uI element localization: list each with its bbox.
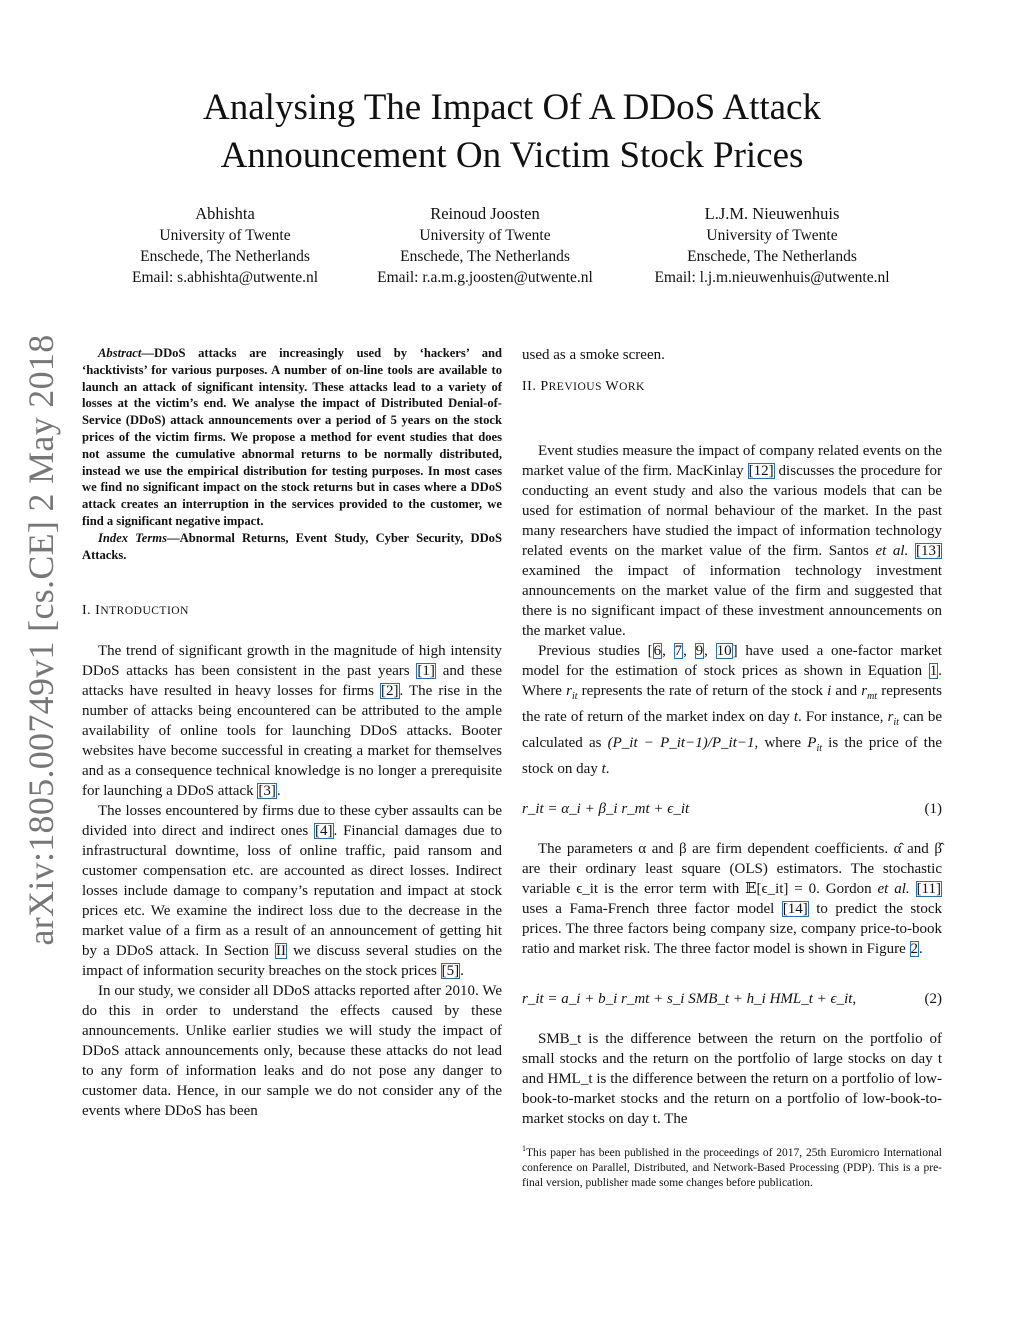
math-subscript: it — [571, 691, 578, 702]
author-block — [340, 203, 630, 288]
math-i: i — [827, 683, 832, 699]
text-run: is the price of the stock on day — [522, 735, 942, 777]
author-name: Abhishta — [195, 204, 255, 223]
math-subscript: mt — [867, 691, 878, 702]
text-run: The trend of significant growth in the magnitude of high intensity DDoS attacks has been consistent in the past years — [82, 643, 502, 680]
text-run: , where — [754, 735, 808, 751]
text-run: The parameters α and β are firm dependent coefficients. α̂ and β̂ are their ordinary least square (OLS) estimators. The stochastic variable ϵ_it is the error term with 𝔼[ϵ_it] = 0. Gordon — [522, 841, 942, 897]
arxiv-identifier: arXiv:1805.00749v1 [cs.CE] 2 May 2018 — [21, 334, 61, 946]
author-email[interactable]: Email: r.a.m.g.joosten@utwente.nl — [377, 269, 593, 286]
text-run: The losses encountered by firms due to these cyber assaults can be divided into direct and indirect ones — [82, 803, 502, 840]
intro-paragraph-1 — [82, 641, 502, 801]
citation-link[interactable]: [3] — [258, 783, 276, 800]
text-run: . — [276, 783, 281, 800]
author-location: Enschede, The Netherlands — [687, 248, 857, 265]
author-block — [627, 203, 917, 288]
math-r-it: r — [887, 709, 894, 725]
section-heading-previous-work — [522, 377, 942, 397]
continued-text: used as a smoke screen. — [522, 347, 665, 363]
section-title-first: P — [540, 379, 549, 394]
section-number: II. — [522, 379, 541, 394]
citation-link[interactable]: 7 — [674, 643, 683, 659]
section-title-rest: ORK — [619, 381, 645, 393]
abstract-text: —DDoS attacks are increasingly used by ‘hackers’ and ‘hacktivists’ for various purposes. A number of on-line tools are available to launch an attack of significant intensity. These attacks lead to a variety of losses at the victim’s end. We analyse the impact of Distributed Denial-of-Service (DDoS) attack announcements over a period of 5 years on the stock prices of the victim firms. We propose a method for event studies that does not assume the cumulative abnormal returns to be normally distributed, instead we use the empirical distribution for testing purposes. In most cases we find no significant impact on the stock returns but in cases where a DDoS attack creates an interruption in the services provided to the customer, we find a significant negative impact. — [82, 346, 502, 528]
section-title-first: W — [605, 379, 620, 394]
previous-work-paragraph-4: SMB_t is the difference between the return on the portfolio of small stocks and the return on the portfolio of large stocks on day t and HML_t is the difference between the return on a portfolio of low-book-to-market stocks and the return on a portfolio of low-book-to-market stocks on day t. The — [522, 1031, 942, 1127]
citation-link[interactable]: [4] — [315, 823, 333, 840]
previous-work-paragraph-2: Previous studies [6, 7, 9, 10] have used a one-factor market model for the estimation of stock prices as shown in Equation 1. Where $r_{it}$ represents the rate of return of the stock i and $r_{mt}$ represents the rate of return of the market index on day t. For instance, $r_{it}$ can be calculated as (P_it − P_it−1)/P_it−1, where $P_{it}$ is the price of the stock on day t. — [522, 643, 943, 777]
author-affiliation: University of Twente — [419, 227, 551, 244]
footnote-mark: 1 — [522, 1144, 526, 1153]
text-run: represents the rate of return of the market index on day — [522, 683, 943, 725]
equation-number: (1) — [924, 801, 942, 817]
author-email[interactable]: Email: l.j.m.nieuwenhuis@utwente.nl — [654, 269, 890, 286]
author-location: Enschede, The Netherlands — [140, 248, 310, 265]
citation-link[interactable]: [11] — [916, 881, 941, 897]
text-run: . For instance, — [798, 709, 888, 725]
math-t: t — [601, 761, 606, 777]
index-terms-text: —Abnormal Returns, Event Study, Cyber Security, DDoS Attacks. — [82, 530, 502, 562]
figure-link[interactable]: 2 — [910, 941, 919, 957]
citation-link[interactable]: [14] — [782, 901, 808, 917]
text-run: can be calculated as — [522, 709, 942, 751]
abstract-label: Abstract — [98, 346, 142, 360]
text-run: ] have used a one-factor market model for the estimation of stock prices as shown in Equation — [522, 643, 942, 679]
intro-paragraph-3: In our study, we consider all DDoS attacks reported after 2010. We do this in order to understand the effects caused by these announcements. Unlike earlier studies we will study the impact of DDoS attack announcements only, because these attacks do not lead to any form of information leaks and do not pose any danger to customer data. Hence, in our sample we do not consider any of the events where DDoS has been — [82, 983, 502, 1120]
equation-text: r_it = a_i + b_i r_mt + s_i SMB_t + h_i HML_t + ϵ_it, — [522, 991, 857, 1007]
text-run: , — [683, 643, 695, 659]
citation-link[interactable]: [5] — [441, 963, 460, 980]
text-run: Previous studies [ — [538, 643, 653, 659]
et-al: et al. — [875, 543, 909, 559]
citation-link[interactable]: [12] — [748, 463, 774, 479]
math-P: P — [807, 735, 817, 751]
footnote-text: This paper has been published in the proceedings of 2017, 25th Euromicro International conference on Parallel, Distributed, and Network-Based Processing (PDP). This is a pre-final version, publisher made some changes before publication. — [522, 1146, 942, 1190]
author-name: Reinoud Joosten — [430, 204, 540, 223]
citation-link[interactable]: [13] — [916, 543, 941, 559]
equation-2 — [522, 989, 942, 1009]
section-number: I. — [82, 603, 96, 619]
citation-link[interactable]: [2] — [381, 683, 399, 700]
et-al: et al. — [877, 881, 910, 897]
citation-link[interactable]: [1] — [417, 663, 435, 680]
index-terms — [82, 530, 502, 564]
previous-work-paragraph-1 — [522, 441, 942, 641]
citation-link[interactable]: 10 — [716, 643, 732, 659]
text-run: and these attacks have resulted in heavy losses for firms — [82, 663, 502, 700]
text-run: . Financial damages due to infrastructural downtime, loss of online traffic, paid ransom and customer compensation etc. are accounted as direct losses. Indirect losses include damage to company’s reputation and impact at stock prices etc. We examine the indirect loss due to the decrease in the market value of a firm as a result of an announcement of getting hit by a DDoS attack. In Section — [82, 823, 502, 960]
equation-text: r_it = α_i + β_i r_mt + ϵ_it — [522, 801, 690, 817]
text-run: uses a Fama-French three factor model — [522, 901, 782, 917]
text-run: , — [704, 643, 716, 659]
text-run: to predict the stock prices. The three factors being company size, company price-to-book ratio and market risk. The three factor model is shown in Figure — [522, 901, 942, 957]
text-run: and — [831, 683, 862, 699]
text-run: discusses the procedure for conducting an event study and also the various models that can be used for estimation of normal behaviour of the market. In the past many researchers have studied the impact of information technology related events on the market value of the firm. Santos — [522, 463, 942, 559]
section-link[interactable]: II — [275, 943, 286, 960]
text-run: , — [662, 643, 674, 659]
author-affiliation: University of Twente — [159, 227, 291, 244]
math-t: t — [793, 709, 798, 725]
section-title-rest: NTRODUCTION — [100, 605, 189, 618]
math-subscript: it — [893, 717, 899, 728]
text-run: represents the rate of return of the stock — [577, 683, 828, 699]
right-column — [522, 345, 942, 1191]
arxiv-sidebar — [16, 334, 66, 946]
math-r: r — [566, 683, 572, 699]
index-terms-label: Index Terms — [98, 530, 167, 545]
math-subscript: it — [816, 743, 822, 754]
footnote — [522, 1141, 942, 1191]
text-run: . — [460, 963, 464, 980]
title-line-1: Analysing The Impact Of A DDoS Attack — [203, 87, 821, 128]
author-affiliation: University of Twente — [706, 227, 838, 244]
math-r-mt: r — [861, 683, 868, 699]
text-run: . The rise in the number of attacks being encountered can be attributed to the ample availability of online tools for launching DDoS attacks. Booter websites have become successful in creating a market for themselves and as a consequence technical knowledge is no longer a prerequisite for launching a DDoS attack — [82, 683, 503, 800]
title-line-2: Announcement On Victim Stock Prices — [220, 135, 804, 176]
citation-link[interactable]: 6 — [653, 643, 662, 659]
equation-link[interactable]: 1 — [929, 663, 938, 679]
author-location: Enschede, The Netherlands — [400, 248, 570, 265]
abstract — [82, 345, 502, 530]
citation-link[interactable]: 9 — [695, 643, 704, 659]
paper-title — [0, 84, 1024, 180]
equation-number: (2) — [924, 991, 942, 1007]
section-title-first: I — [95, 603, 101, 619]
text-run: Event studies measure the impact of company related events on the market value of the firm. MacKinlay — [522, 443, 942, 479]
left-column — [82, 345, 502, 1121]
text-run: examined the impact of information technology investment announcements on the market value of the firm and suggested that there is no significant impact of these investment announcements on the market value. — [522, 563, 942, 639]
author-block — [80, 203, 370, 288]
author-email[interactable]: Email: s.abhishta@utwente.nl — [131, 269, 319, 286]
previous-work-paragraph-3 — [522, 839, 942, 959]
text-run: . Where — [522, 663, 942, 699]
section-title-rest: REVIOUS — [548, 381, 606, 393]
author-name: L.J.M. Nieuwenhuis — [704, 204, 840, 223]
equation-1 — [522, 799, 942, 819]
text-run: . — [919, 941, 923, 957]
section-heading-introduction — [82, 601, 502, 621]
math-formula: (P_it − P_it−1)/P_it−1 — [607, 735, 755, 751]
intro-paragraph-2 — [82, 801, 502, 981]
text-run: we discuss several studies on the impact of information security breaches on the stock prices — [82, 943, 502, 980]
